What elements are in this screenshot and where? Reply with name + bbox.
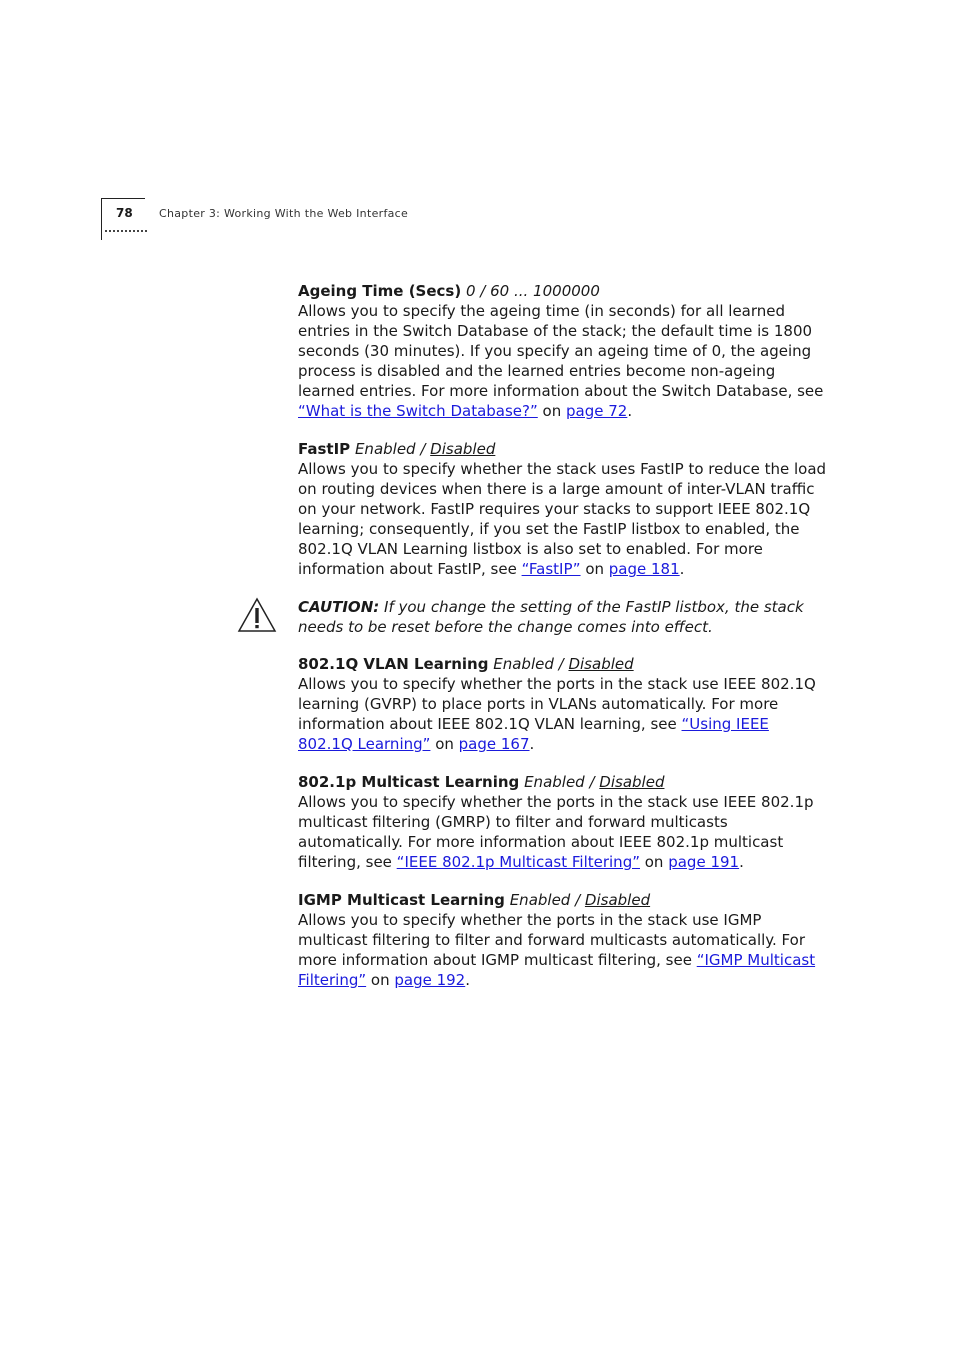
option-separator: / [570,891,585,909]
page-header [101,198,801,244]
option-separator: / [415,440,431,458]
section-ageing-time [298,281,828,421]
section-title [298,439,828,459]
page-link[interactable]: page 72 [566,402,628,420]
option-disabled-default: Disabled [584,891,651,909]
main-content [298,281,828,1008]
body-text: Allows you to specify whether the ports in the stack use IGMP multicast filtering to filter and forward multicasts automatically. For more information about IGMP multicast filtering, see [298,911,805,969]
section-title [298,281,828,301]
option-disabled-default: Disabled [599,773,665,791]
section-body [298,301,828,421]
body-text: Allows you to specify whether the stack uses FastIP to reduce the load on routing devices when there is a large amount of inter-VLAN traffic on your network. FastIP requires your stacks to support IEEE 802.1Q learning; consequently, if you set the FastIP listbox to enabled, the 802.1Q VLAN Learning listbox is also set to enabled. For more information about FastIP, see [298,460,827,578]
page-number: 78 [116,206,133,220]
option-enabled: Enabled [509,891,571,909]
section-body [298,459,828,579]
period: . [739,853,744,871]
page-link[interactable]: page 167 [458,735,530,753]
section-title [298,890,828,910]
section-multicast-learning [298,772,828,872]
on-text: on [430,735,459,753]
option-enabled: Enabled [493,655,554,673]
section-body [298,792,828,872]
setting-options: 0 / 60 ... 1000000 [466,282,600,300]
on-text: on [366,971,395,989]
body-text: Allows you to specify whether the ports in the stack use IEEE 802.1p multicast filtering (GMRP) to filter and forward multicasts automatically. For more information about IEEE 802.1p multicast filtering, see [298,793,814,871]
on-text: on [580,560,609,578]
page-link[interactable]: page 191 [668,853,740,871]
option-disabled-default: Disabled [568,655,634,673]
on-text: on [639,853,669,871]
section-igmp-learning [298,890,828,990]
warning-triangle-icon [237,597,277,633]
section-vlan-learning [298,654,828,754]
section-fastip [298,439,828,579]
option-enabled: Enabled [354,440,416,458]
xref-link[interactable]: “IGMP Multicast Filtering” [298,951,816,989]
option-separator: / [553,655,569,673]
period: . [465,971,471,989]
option-enabled: Enabled [524,773,585,791]
xref-link[interactable]: “Using IEEE 802.1Q Learning” [298,715,769,753]
section-body [298,910,828,990]
body-text: Allows you to specify the ageing time (in seconds) for all learned entries in the Switch Database of the stack; the default time is 1800 seconds (30 minutes). If you specify an ageing time of 0, the ageing process is disabled and the learned entries become non-ageing learned entries. For more information about the Switch Database, see [298,302,824,400]
section-title [298,772,828,792]
caution-note [298,597,828,637]
section-title [298,654,828,674]
xref-link[interactable]: “What is the Switch Database?” [298,402,538,420]
header-rule [102,198,145,199]
setting-name: FastIP [298,440,351,458]
period: . [627,402,633,420]
page-number-box [101,198,145,240]
period: . [529,735,535,753]
caution-body: If you change the setting of the FastIP listbox, the stack needs to be reset before the change comes into effect. [298,598,804,636]
xref-link[interactable]: “FastIP” [521,560,581,578]
xref-link[interactable]: “IEEE 802.1p Multicast Filtering” [396,853,640,871]
option-separator: / [584,773,600,791]
on-text: on [537,402,566,420]
page-link[interactable]: page 181 [608,560,680,578]
setting-name: Ageing Time (Secs) [298,282,462,300]
option-disabled-default: Disabled [430,440,496,458]
caution-text [298,597,828,637]
chapter-title: Chapter 3: Working With the Web Interface [159,207,409,220]
setting-name: 802.1Q VLAN Learning [298,655,489,673]
setting-name: 802.1p Multicast Learning [298,773,520,791]
body-text: Allows you to specify whether the ports in the stack use IEEE 802.1Q learning (GVRP) to place ports in VLANs automatically. For more information about IEEE 802.1Q VLAN learning, see [298,675,816,733]
period: . [679,560,685,578]
page-link[interactable]: page 192 [394,971,466,989]
section-body [298,674,828,754]
dotted-rule [105,230,147,232]
caution-label: CAUTION: [298,598,380,616]
setting-name: IGMP Multicast Learning [298,891,505,909]
